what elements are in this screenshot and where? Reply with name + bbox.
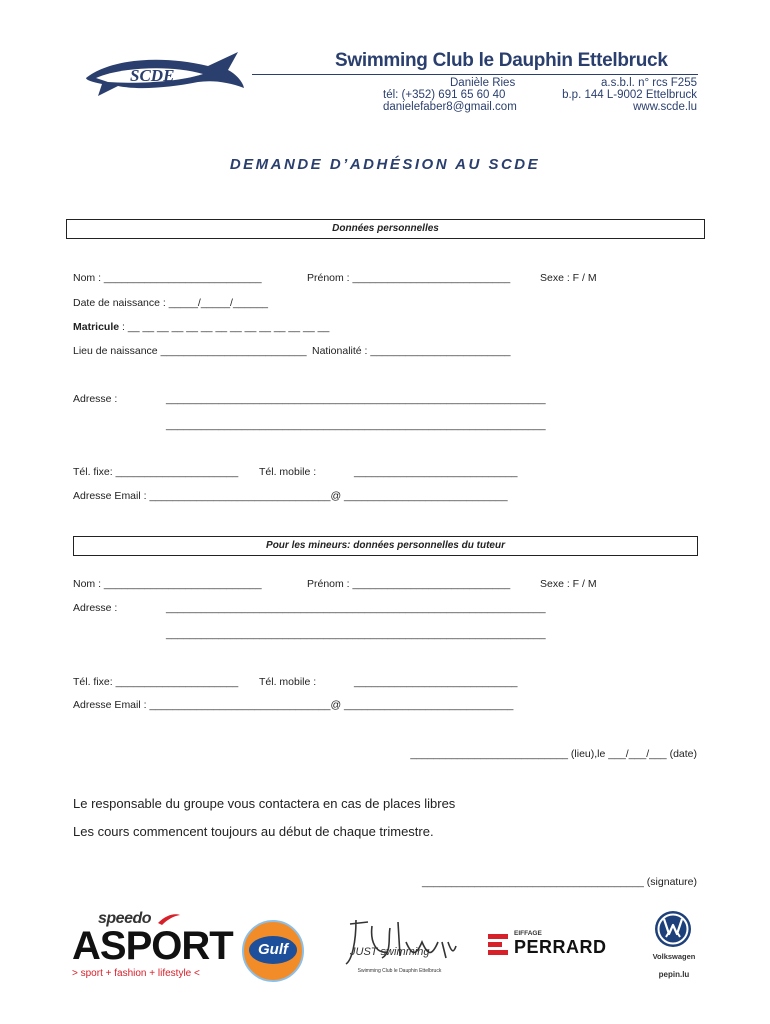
- asbl-number: a.s.b.l. n° rcs F255: [601, 77, 697, 89]
- vw-text: Volkswagen: [652, 952, 696, 961]
- sponsor-just-swimming: [342, 912, 457, 980]
- club-address: b.p. 144 L-9002 Ettelbruck: [562, 89, 697, 101]
- tel-mobile-field[interactable]: ____________________________: [354, 466, 518, 478]
- personal-data-heading: Données personnelles: [66, 219, 705, 239]
- eiffage-text: EIFFAGE: [514, 930, 542, 937]
- header-divider: [252, 74, 698, 75]
- note-courses: Les cours commencent toujours au début de chaque trimestre.: [73, 824, 434, 839]
- club-name: Swimming Club le Dauphin Ettelbruck: [335, 50, 668, 71]
- guardian-email-field[interactable]: Adresse Email : _______________________________@ _____________________________: [73, 699, 514, 711]
- sexe-field[interactable]: Sexe : F / M: [540, 272, 597, 284]
- lieu-naissance-field[interactable]: Lieu de naissance _________________________: [73, 345, 307, 357]
- asport-text: ASPORT: [72, 924, 233, 968]
- guardian-prenom-field[interactable]: Prénom : ___________________________: [307, 578, 511, 590]
- contact-name: Danièle Ries: [450, 77, 516, 89]
- tel-mobile-label: Tél. mobile :: [259, 466, 317, 478]
- perrard-text: PERRARD: [514, 937, 607, 957]
- vw-logo-icon: [654, 910, 692, 948]
- contact-email: danielefaber8@gmail.com: [383, 101, 517, 113]
- signature-field[interactable]: ______________________________________ (signature): [421, 876, 697, 888]
- scde-logo: [78, 48, 248, 110]
- note-contact: Le responsable du groupe vous contactera en cas de places libres: [73, 796, 456, 811]
- matricule-field[interactable]: [73, 321, 329, 333]
- club-website: www.scde.lu: [633, 101, 697, 113]
- contact-phone: tél: (+352) 691 65 60 40: [383, 89, 506, 101]
- just-swimming-sub: Swimming Club le Dauphin Ettelbruck: [357, 968, 442, 974]
- just-swimming-text: JUST swimming: [350, 946, 430, 958]
- guardian-tel-mobile-field[interactable]: ____________________________: [354, 676, 518, 688]
- gulf-text: Gulf: [258, 941, 288, 958]
- nom-field[interactable]: Nom : ___________________________: [73, 272, 262, 284]
- guardian-adresse-line-2[interactable]: _________________________________________________________________: [166, 628, 546, 640]
- lieu-date-field[interactable]: ___________________________ (lieu),le ___/___/___ (date): [410, 748, 697, 760]
- matricule-label: Matricule: [73, 321, 120, 333]
- guardian-nom-field[interactable]: Nom : ___________________________: [73, 578, 262, 590]
- guardian-data-heading: Pour les mineurs: données personnelles du tuteur: [73, 536, 698, 556]
- adresse-label: Adresse :: [73, 393, 118, 405]
- sponsor-gulf: [242, 920, 304, 982]
- adresse-line-1[interactable]: _________________________________________________________________: [166, 393, 546, 405]
- date-naissance-field[interactable]: Date de naissance : _____/_____/______: [73, 297, 268, 309]
- guardian-tel-mobile-label: Tél. mobile :: [259, 676, 317, 688]
- speedo-text: speedo: [98, 910, 152, 927]
- scde-logo-text: SCDE: [130, 66, 175, 85]
- guardian-tel-fixe-field[interactable]: Tél. fixe: _____________________: [73, 676, 239, 688]
- pepin-text: pepin.lu: [658, 970, 690, 979]
- guardian-adresse-label: Adresse :: [73, 602, 118, 614]
- nationalite-field[interactable]: Nationalité : ________________________: [312, 345, 511, 357]
- email-field[interactable]: Adresse Email : _______________________________@ ____________________________: [73, 490, 508, 502]
- sponsor-asport: [72, 910, 233, 985]
- tel-fixe-field[interactable]: Tél. fixe: _____________________: [73, 466, 239, 478]
- guardian-sexe-field[interactable]: Sexe : F / M: [540, 578, 597, 590]
- asport-tagline: > sport + fashion + lifestyle <: [72, 968, 200, 979]
- sponsor-eiffage-perrard: [488, 930, 620, 960]
- guardian-adresse-line-1[interactable]: _________________________________________________________________: [166, 602, 546, 614]
- eiffage-mark-icon: [488, 934, 508, 956]
- matricule-blanks: : __ __ __ __ __ __ __ __ __ __ __ __ __ __: [119, 321, 330, 333]
- page-title: DEMANDE D’ADHÉSION AU SCDE: [229, 156, 541, 173]
- adresse-line-2[interactable]: _________________________________________________________________: [166, 419, 546, 431]
- sponsor-volkswagen: [644, 910, 704, 986]
- prenom-field[interactable]: Prénom : ___________________________: [307, 272, 511, 284]
